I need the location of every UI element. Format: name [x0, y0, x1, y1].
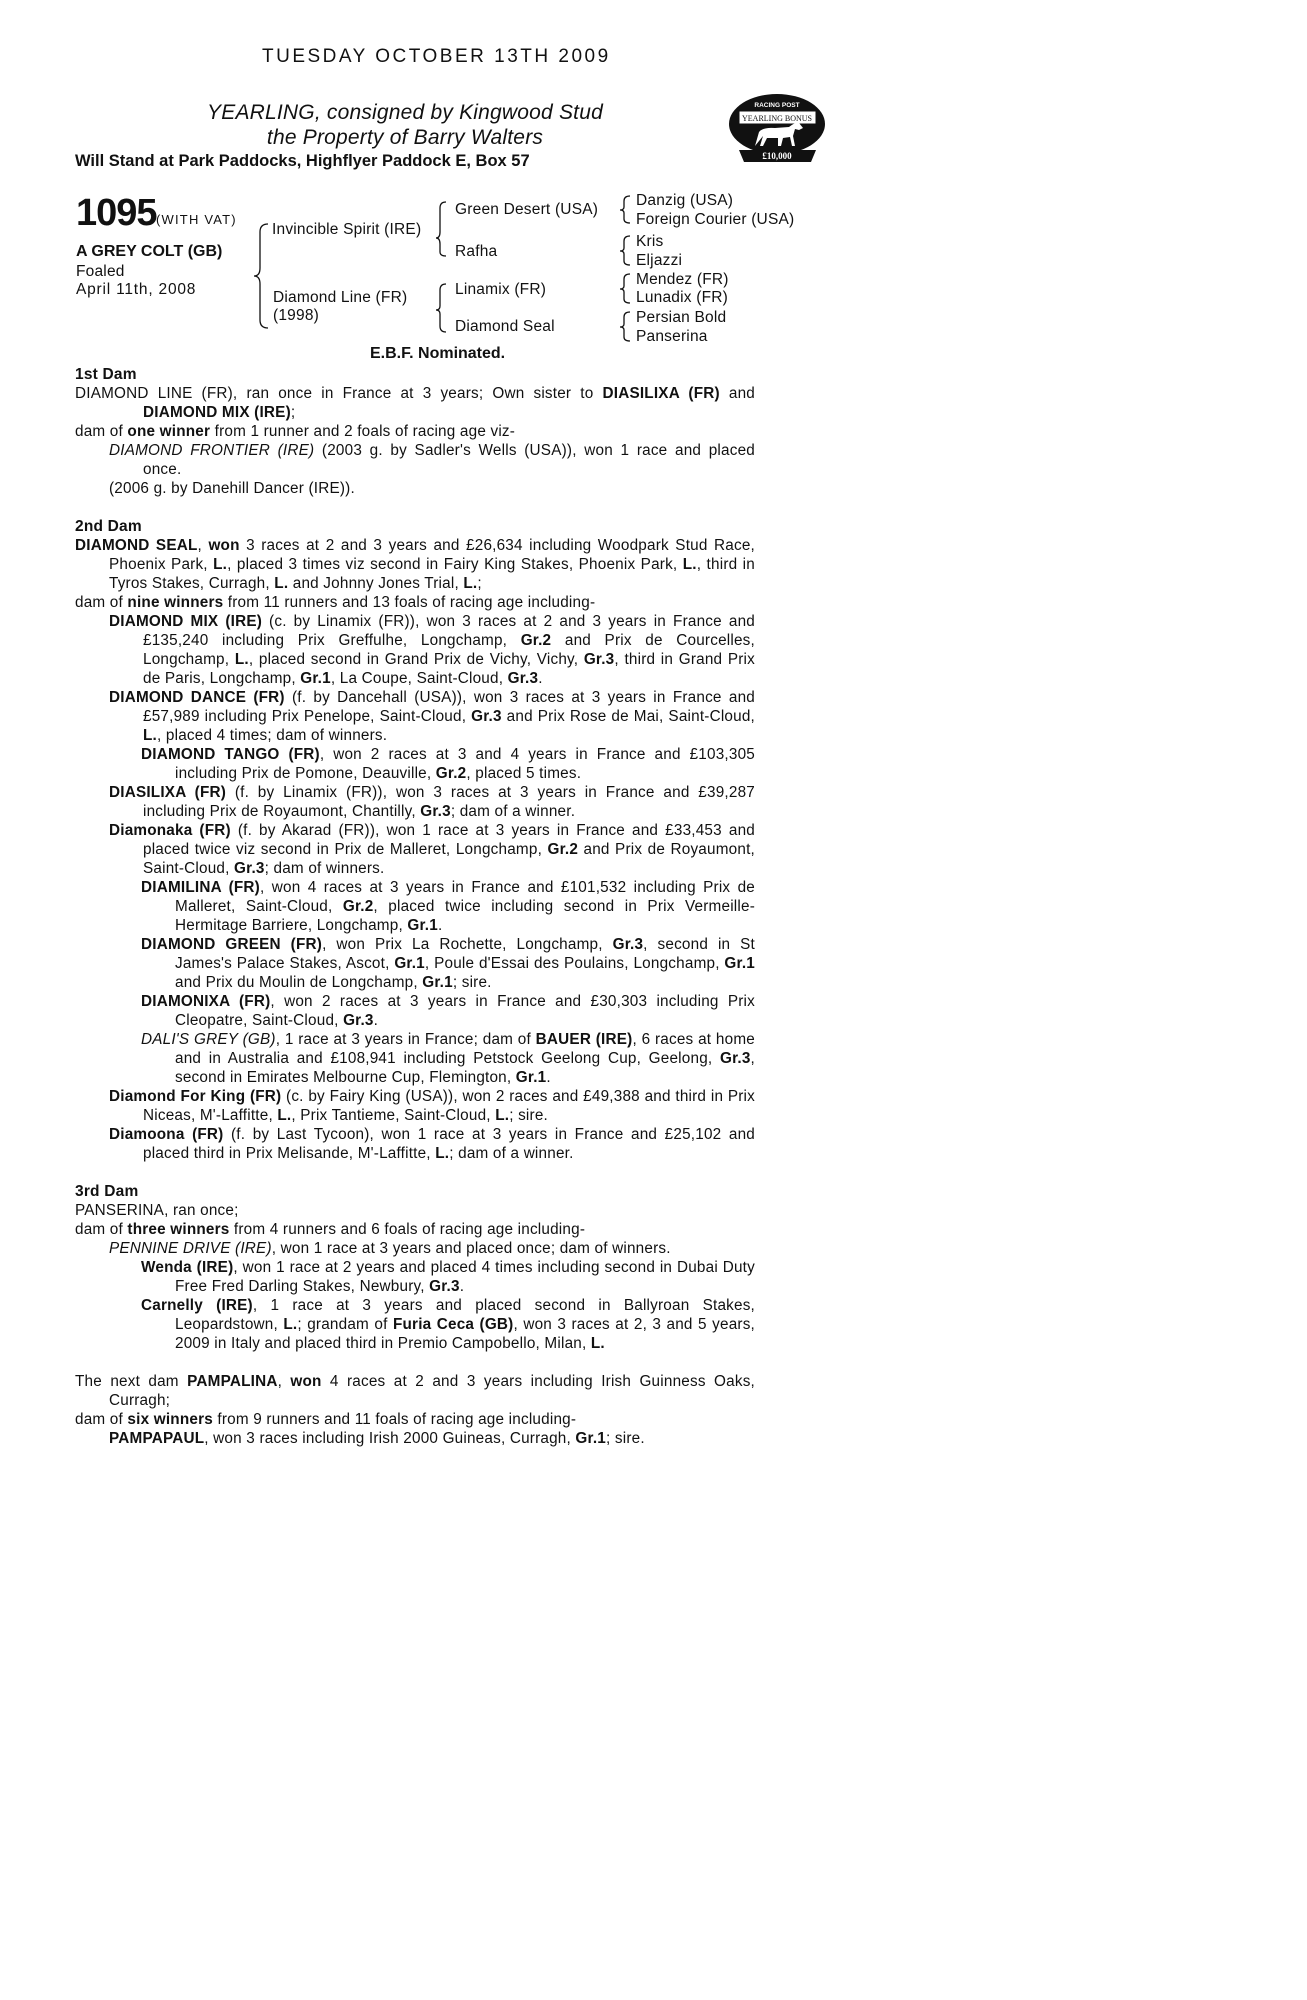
first-dam-foal-1: DIAMOND FRONTIER (IRE) (2003 g. by Sadler's Wells (USA)), won 1 race and placed once.	[109, 442, 755, 478]
foal-diamond-tango: DIAMOND TANGO (FR), won 2 races at 3 and 4 years in France and £103,305 including Prix de Pomone, Deauville, Gr.2, placed 5 times.	[141, 746, 755, 782]
sire-dam-name: Rafha	[455, 243, 498, 260]
produce-record	[75, 365, 755, 1448]
lot-number: 1095	[76, 192, 157, 234]
foal-pampapaul: PAMPAPAUL, won 3 races including Irish 2000 Guineas, Curragh, Gr.1; sire.	[109, 1430, 645, 1447]
foal-diamond-dance: DIAMOND DANCE (FR) (f. by Dancehall (USA)), won 3 races at 3 years in France and £57,989 including Prix Penelope, Saint-Cloud, Gr.3 and Prix Rose de Mai, Saint-Cloud, L., placed 4 times; dam of winners.	[109, 689, 755, 744]
gen3-6: Lunadix (FR)	[636, 289, 728, 306]
next-dam-record: The next dam PAMPALINA, won 4 races at 2 and 3 years including Irish Guinness Oaks, Curragh;	[75, 1373, 755, 1409]
foal-diamonaka: Diamonaka (FR) (f. by Akarad (FR)), won 1 race at 3 years in France and £33,453 and placed twice viz second in Prix de Malleret, Longchamp, Gr.2 and Prix de Royaumont, Saint-Cloud, Gr.3; dam of winners.	[109, 822, 755, 877]
sire-name: Invincible Spirit (IRE)	[272, 221, 422, 238]
lot-description: A GREY COLT (GB)	[76, 243, 223, 260]
badge-title: YEARLING BONUS	[742, 114, 812, 123]
second-dam-produce: dam of nine winners from 11 runners and 13 foals of racing age including-	[75, 594, 596, 611]
foal-diamonixa: DIAMONIXA (FR), won 2 races at 3 years in France and £30,303 including Prix Cleopatre, Saint-Cloud, Gr.3.	[141, 993, 756, 1029]
dam-name: Diamond Line (FR)	[273, 289, 408, 306]
dam-dam-name: Diamond Seal	[455, 318, 555, 335]
ebf-note: E.B.F. Nominated.	[370, 345, 506, 362]
foal-diamond-mix: DIAMOND MIX (IRE) (c. by Linamix (FR)), won 3 races at 2 and 3 years in France and £135,240 including Prix Greffulhe, Longchamp, Gr.2 and Prix de Courcelles, Longchamp, L., placed second in Grand Prix de Vichy, Vichy, Gr.3, third in Grand Prix de Paris, Longchamp, Gr.1, La Coupe, Saint-Cloud, Gr.3.	[109, 613, 755, 687]
badge-amount: £10,000	[762, 151, 792, 161]
first-dam-heading: 1st Dam	[75, 366, 137, 383]
foal-diamond-for-king: Diamond For King (FR) (c. by Fairy King (USA)), won 2 races and £49,388 and third in Prix Niceas, M'-Laffitte, L., Prix Tantieme, Saint-Cloud, L.; sire.	[109, 1088, 755, 1124]
third-dam-heading: 3rd Dam	[75, 1183, 139, 1200]
foal-dalis-grey: DALI'S GREY (GB), 1 race at 3 years in France; dam of BAUER (IRE), 6 races at home and in Australia and £108,941 including Petstock Geelong Cup, Geelong, Gr.3, second in Emirates Melbourne Cup, Flemington, Gr.1.	[141, 1031, 756, 1086]
foal-diamilina: DIAMILINA (FR), won 4 races at 3 years in France and £101,532 including Prix de Malleret, Saint-Cloud, Gr.2, placed twice including second in Prix Vermeille-Hermitage Barriere, Longchamp, Gr.1.	[141, 879, 755, 934]
first-dam-record: DIAMOND LINE (FR), ran once in France at 3 years; Own sister to DIASILIXA (FR) and DIAMOND MIX (IRE);	[75, 385, 755, 421]
stand-location: Will Stand at Park Paddocks, Highflyer Paddock E, Box 57	[75, 152, 530, 170]
third-dam-record: PANSERINA, ran once;	[75, 1202, 239, 1219]
foal-diasilixa: DIASILIXA (FR) (f. by Linamix (FR)), won 3 races at 3 years in France and £39,287 including Prix de Royaumont, Chantilly, Gr.3; dam of a winner.	[109, 784, 756, 820]
foal-wenda: Wenda (IRE), won 1 race at 2 years and placed 4 times including second in Dubai Duty Free Fred Darling Stakes, Newbury, Gr.3.	[141, 1259, 755, 1295]
first-dam-produce: dam of one winner from 1 runner and 2 foals of racing age viz-	[75, 423, 516, 440]
foal-diamoona: Diamoona (FR) (f. by Last Tycoon), won 1 race at 3 years in France and £25,102 and placed third in Prix Melisande, M'-Laffitte, L.; dam of a winner.	[109, 1126, 756, 1162]
property-line: the Property of Barry Walters	[266, 126, 544, 149]
consignor-line: YEARLING, consigned by Kingwood Stud	[207, 101, 603, 124]
dam-sire-name: Linamix (FR)	[455, 281, 547, 298]
sire-sire-name: Green Desert (USA)	[455, 201, 599, 218]
gen3-8: Panserina	[636, 328, 708, 345]
foaled-label: Foaled	[76, 263, 125, 280]
second-dam-heading: 2nd Dam	[75, 518, 142, 535]
foal-carnelly: Carnelly (IRE), 1 race at 3 years and placed second in Ballyroan Stakes, Leopardstown, L.; grandam of Furia Ceca (GB), won 3 races at 2, 3 and 5 years, 2009 in Italy and placed third in Premio Campobello, Milan, L.	[141, 1297, 756, 1352]
foal-diamond-green: DIAMOND GREEN (FR), won Prix La Rochette, Longchamp, Gr.3, second in St James's Palace Stakes, Ascot, Gr.1, Poule d'Essai des Poulains, Longchamp, Gr.1 and Prix du Moulin de Longchamp, Gr.1; sire.	[141, 936, 755, 991]
gen3-4: Eljazzi	[636, 252, 683, 269]
badge-brand: RACING POST	[754, 102, 800, 109]
foaled-date: April 11th, 2008	[76, 281, 197, 298]
vat-note: (WITH VAT)	[156, 212, 237, 227]
dam-year: (1998)	[273, 307, 320, 324]
gen3-3: Kris	[636, 233, 664, 250]
first-dam-foal-2: (2006 g. by Danehill Dancer (IRE)).	[109, 480, 355, 497]
gen3-5: Mendez (FR)	[636, 271, 729, 288]
third-dam-produce: dam of three winners from 4 runners and 6 foals of racing age including-	[75, 1221, 586, 1238]
second-dam-record: DIAMOND SEAL, won 3 races at 2 and 3 years and £26,634 including Woodpark Stud Race, Phoenix Park, L., placed 3 times viz second in Fairy King Stakes, Phoenix Park, L., third in Tyros Stakes, Curragh, L. and Johnny Jones Trial, L.;	[75, 537, 755, 592]
sale-date: TUESDAY OCTOBER 13TH 2009	[262, 46, 611, 67]
gen3-7: Persian Bold	[636, 309, 727, 326]
gen3-2: Foreign Courier (USA)	[636, 211, 795, 228]
gen3-1: Danzig (USA)	[636, 192, 734, 209]
next-dam-produce: dam of six winners from 9 runners and 11 foals of racing age including-	[75, 1411, 577, 1428]
foal-pennine-drive: PENNINE DRIVE (IRE), won 1 race at 3 years and placed once; dam of winners.	[109, 1240, 671, 1257]
